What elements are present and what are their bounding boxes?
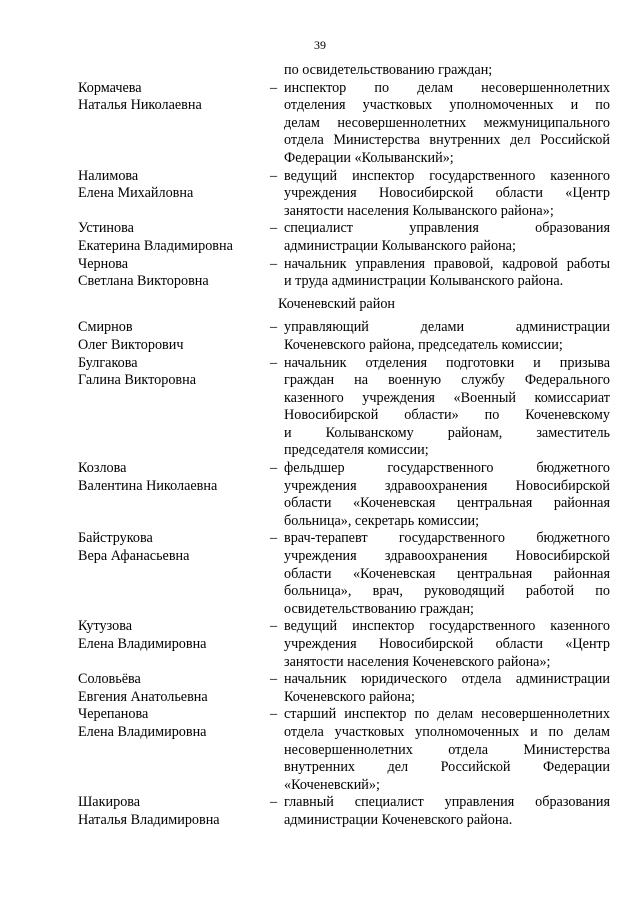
member-given-name: Галина Викторовна	[78, 372, 197, 389]
role-line: начальник юридического отдела администрации	[284, 671, 610, 688]
role-line: освидетельствованию граждан;	[284, 600, 474, 617]
member-given-name: Валентина Николаевна	[78, 477, 218, 494]
dash-separator: –	[269, 618, 278, 635]
member-row	[78, 671, 610, 706]
member-given-name: Наталья Владимировна	[78, 811, 220, 828]
member-given-name: Вера Афанасьевна	[78, 548, 190, 565]
member-name	[78, 794, 263, 829]
member-row	[78, 530, 610, 618]
role-line: фельдшер государственного бюджетного	[284, 460, 610, 477]
member-surname: Байструкова	[78, 530, 153, 547]
role-line: «Коченевский»;	[284, 776, 380, 793]
role-line: учреждения здравоохранения Новосибирской	[284, 477, 610, 494]
member-surname: Шакирова	[78, 794, 141, 811]
member-given-name: Наталья Николаевна	[78, 97, 202, 114]
role-line: казенного учреждения «Военный комиссариат	[284, 389, 610, 406]
role-line: несовершеннолетних отдела Министерства	[284, 741, 610, 758]
role-line: области «Коченевская центральная районная	[284, 495, 610, 512]
member-given-name: Екатерина Владимировна	[78, 237, 233, 254]
role-line: граждан на военную службу Федерального	[284, 372, 610, 389]
role-line: занятости населения Коченевского района»;	[284, 653, 551, 670]
member-role	[284, 355, 610, 461]
member-row	[78, 794, 610, 829]
member-name	[78, 80, 263, 168]
continuation-line: по освидетельствованию граждан;	[284, 62, 493, 78]
member-role	[284, 319, 610, 354]
role-line: начальник управления правовой, кадровой работы	[284, 255, 610, 272]
member-role	[284, 706, 610, 794]
role-line: области «Коченевская центральная районная	[284, 565, 610, 582]
member-row	[78, 168, 610, 221]
member-name	[78, 460, 263, 530]
role-line: ведущий инспектор государственного казенного	[284, 167, 610, 184]
section-heading-kochenevo: Коченевский район	[278, 295, 396, 312]
role-line: учреждения Новосибирской области «Центр	[284, 185, 610, 202]
member-surname: Устинова	[78, 220, 134, 237]
role-line: врач-терапевт государственного бюджетного	[284, 530, 610, 547]
dash-separator: –	[269, 671, 278, 688]
role-line: внутренних дел Российской Федерации	[284, 759, 610, 776]
member-surname: Соловьёва	[78, 671, 141, 688]
dash-separator: –	[269, 460, 278, 477]
dash-separator: –	[269, 79, 278, 96]
member-given-name: Елена Владимировна	[78, 636, 207, 652]
member-name	[78, 220, 263, 255]
role-line: старший инспектор по делам несовершеннолетних	[284, 706, 610, 723]
dash-separator: –	[269, 354, 278, 371]
member-role	[284, 220, 610, 255]
dash-separator: –	[269, 167, 278, 184]
member-surname: Булгакова	[78, 354, 138, 371]
role-line: и Колыванскому районам, заместитель	[284, 424, 610, 441]
member-row	[78, 220, 610, 255]
member-row	[78, 460, 610, 530]
member-row	[78, 618, 610, 671]
role-line: администрации Коченевского района.	[284, 811, 513, 828]
member-name	[78, 671, 263, 706]
member-name	[78, 530, 263, 618]
member-role	[284, 256, 610, 291]
member-role	[284, 80, 610, 168]
document-body	[78, 62, 610, 830]
role-line: Коченевского района, председатель комиссии;	[284, 336, 563, 353]
dash-separator: –	[269, 794, 278, 811]
role-line: учреждения Новосибирской области «Центр	[284, 636, 610, 652]
dash-separator: –	[269, 255, 278, 272]
member-role	[284, 168, 610, 221]
role-line: Коченевского района;	[284, 688, 415, 705]
role-line: Федерации «Колыванский»;	[284, 149, 454, 166]
member-name	[78, 706, 263, 794]
member-surname: Козлова	[78, 460, 127, 477]
member-surname: Смирнов	[78, 319, 133, 336]
member-role	[284, 618, 610, 671]
member-surname: Кормачева	[78, 79, 142, 96]
role-line: главный специалист управления образования	[284, 794, 610, 811]
role-line: учреждения здравоохранения Новосибирской	[284, 548, 610, 565]
member-surname: Налимова	[78, 167, 139, 184]
member-given-name: Елена Владимировна	[78, 723, 207, 740]
dash-separator: –	[269, 220, 278, 237]
member-given-name: Елена Михайловна	[78, 185, 194, 202]
member-name	[78, 355, 263, 461]
member-surname: Чернова	[78, 255, 129, 272]
section-kochenevo	[78, 319, 610, 829]
role-line: отдела Министерства внутренних дел Российской	[284, 132, 610, 149]
member-name	[78, 168, 263, 221]
role-line: управляющий делами администрации	[284, 319, 610, 336]
dash-separator: –	[269, 319, 278, 336]
role-line: начальник отделения подготовки и призыва	[284, 354, 610, 371]
member-role	[284, 671, 610, 706]
role-line: больница», врач, руководящий работой по	[284, 583, 610, 600]
role-line: и труда администрации Колыванского района.	[284, 273, 564, 290]
role-line: Новосибирской области» по Коченевскому	[284, 407, 610, 424]
member-surname: Черепанова	[78, 706, 149, 723]
member-given-name: Светлана Викторовна	[78, 273, 209, 290]
member-given-name: Евгения Анатольевна	[78, 688, 208, 705]
member-role	[284, 460, 610, 530]
member-given-name: Олег Викторович	[78, 336, 184, 353]
role-line: отделения участковых уполномоченных и по	[284, 97, 610, 114]
member-row	[78, 319, 610, 354]
member-row	[78, 80, 610, 168]
member-name	[78, 256, 263, 291]
role-line: специалист управления образования	[284, 220, 610, 237]
role-line: председателя комиссии;	[284, 442, 429, 459]
dash-separator: –	[269, 530, 278, 547]
continuation-text	[284, 62, 610, 80]
page-number: 39	[314, 38, 326, 52]
role-line: делам несовершеннолетних межмуниципального	[284, 114, 610, 131]
role-line: занятости населения Колыванского района»;	[284, 202, 554, 219]
member-name	[78, 618, 263, 671]
dash-separator: –	[269, 706, 278, 723]
role-line: ведущий инспектор государственного казенного	[284, 618, 610, 635]
member-role	[284, 530, 610, 618]
role-line: инспектор по делам несовершеннолетних	[284, 79, 610, 96]
role-line: отдела участковых уполномоченных и по делам	[284, 723, 610, 740]
member-row	[78, 355, 610, 461]
member-name	[78, 319, 263, 354]
role-line: администрации Колыванского района;	[284, 237, 516, 254]
member-row	[78, 706, 610, 794]
section-kolyvan	[78, 80, 610, 291]
member-surname: Кутузова	[78, 618, 133, 635]
member-role	[284, 794, 610, 829]
role-line: больница», секретарь комиссии;	[284, 512, 480, 529]
member-row	[78, 256, 610, 291]
